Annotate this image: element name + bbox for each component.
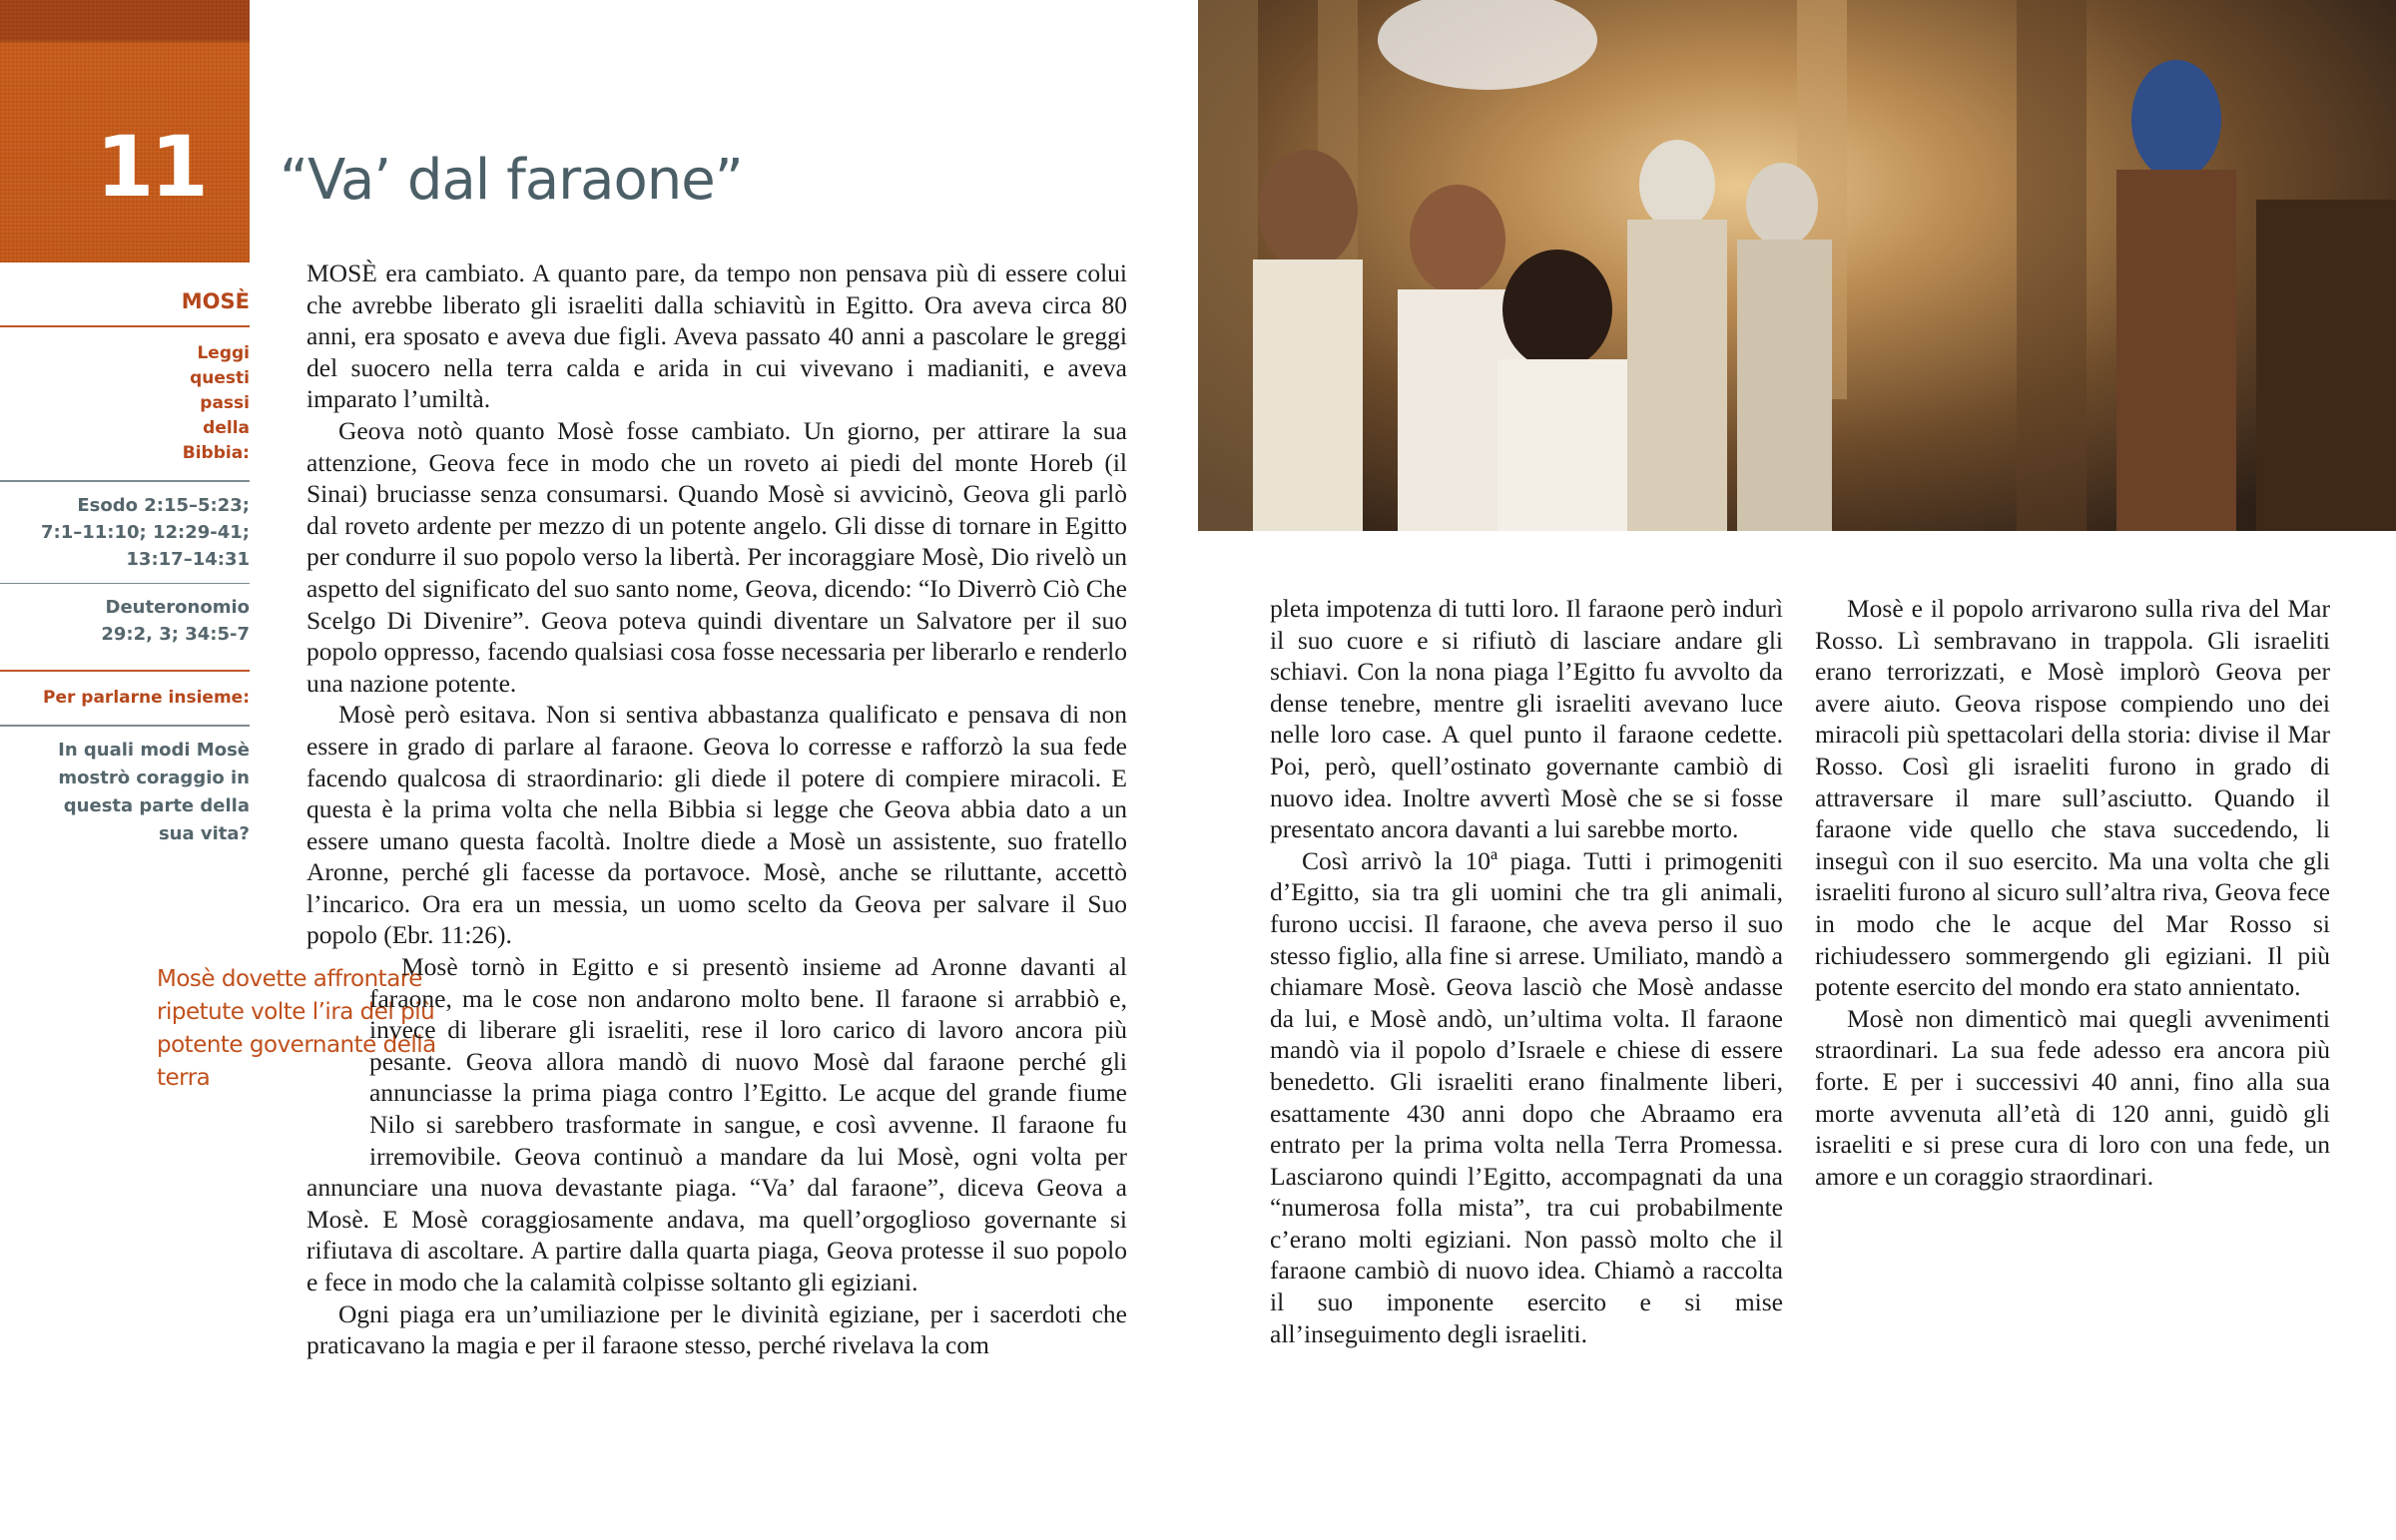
paragraph: Geova notò quanto Mosè fosse cambiato. Un giorno, per attirare la sua attenzione, Geova fece in modo che un roveto ai piedi del monte Horeb (il Sinai) bruciasse senza consumarsi. Quando Mosè si avvicinò, Geova gli parlò dal roveto ardente per mezzo di un potente angelo. Gli disse di tornare in Egitto per condurre il suo popolo verso la libertà. Per incoraggiare Mosè, Dio rivelò un aspetto del significato del suo santo nome, Geova, dicendo: “Io Diverrò Ciò Che Scelgo Di Divenire”. Geova poteva quindi diventare un Salvatore per il suo popolo oppresso, facendo qualsiasi cosa fosse necessaria per liberarlo e renderlo una nazione potente. [306, 415, 1127, 698]
paragraph: Mosè però esitava. Non si sentiva abbastanza qualificato e pensava di non essere in grado di parlare al faraone. Geova lo corresse e rafforzò la sua fede facendo qualcosa di straordinario: gli diede il potere di compiere miracoli. E questa è la prima volta che nella Bibbia si legge che Geova abbia dato a un essere umano questa facoltà. Inoltre diede a Mosè un assistente, suo fratello Aronne, perché gli facesse da portavoce. Mosè, anche se riluttante, accettò l’incarico. Ora era un messia, un uomo scelto da Geova per salvare il Suo popolo (Ebr. 11:26). [306, 700, 1127, 950]
paragraph: pleta impotenza di tutti loro. Il faraone però indurì il suo cuore e si rifiutò di lasciare andare gli schiavi. Con la nona piaga l’Egitto fu avvolto da dense tenebre, mentre gli israeliti avevano luce nelle loro case. A quel punto il faraone cedette. Poi, però, quell’ostinato governante cambiò di nuovo idea. Inoltre avvertì Mosè che se si fosse presentato ancora davanti a lui sarebbe morto. [1270, 594, 1783, 844]
paragraph: Mosè non dimenticò mai quegli avvenimenti straordinari. La sua fede adesso era ancora più forte. E per i successivi 40 anni, fino alla sua morte avvenuta all’età di 120 anni, guidò gli israeliti e si prese cura di loro con una fede, un amore e un coraggio straordinari. [1815, 1003, 2330, 1191]
chapter-number-block [0, 0, 250, 262]
reference-exodus: Esodo 2:15–5:23; 7:1–11:10; 12:29-41; 13:17–14:31 [40, 494, 250, 570]
paragraph: Mosè e il popolo arrivarono sulla riva del Mar Rosso. Lì sembravano in trappola. Gli israeliti erano terrorizzati, e Mosè implorò Geova per avere aiuto. Geova rispose compiendo uno dei miracoli più spettacolari della storia: divise il Mar Rosso. Così gli israeliti furono in grado di attraversare il mare sull’asciutto. Quando il faraone vide quello che stava succedendo, li inseguì con il suo esercito. Ma una volta che gli israeliti furono al sicuro sull’altra riva, Geova fece in modo che le acque del Mar Rosso si richiudessero sommergendo gli egiziani. Il più potente esercito del mondo era stato annientato. [1815, 594, 2330, 1002]
paragraph: Mosè tornò in Egitto e si presentò insieme ad Aronne davanti al faraone, ma le cose non andarono molto bene. Il faraone si arrabbiò e, invece di liberare gli israeliti, rese il loro carico di lavoro ancora più pesante. Geova allora mandò di nuovo Mosè dal faraone perché gli annunciasse la prima piaga contro l’Egitto. Le acque del grande fiume Nilo si sarebbero trasformate in sangue, e così avvenne. Il faraone fu irremovibile. Geova continuò a mandare da lui Mosè, ogni volta per annunciare una nuova devastante piaga. “Va’ dal faraone”, diceva Geova a Mosè. E Mosè coraggiosamente andava, ma quell’orgoglioso governante si rifiutava di ascoltare. A partire dalla quarta piaga, Geova protesse il suo popolo e fece in modo che la calamità colpisse soltanto gli egiziani. [306, 952, 1127, 1296]
illustration-moses-before-pharaoh [1198, 0, 2396, 531]
sidebar-name: MOSÈ [181, 289, 250, 313]
reference-deuteronomy: Deuteronomio 29:2, 3; 34:5-7 [101, 597, 250, 645]
paragraph: MOSÈ era cambiato. A quanto pare, da tempo non pensava più di essere colui che avrebbe liberato gli israeliti dalla schiavitù in Egitto. Ora aveva circa 80 anni, era sposato e aveva due figli. Aveva passato 40 anni a pascolare le greggi del suocero nella terra calda e arida in cui vivevano i madianiti, e aveva imparato l’umiltà. [306, 258, 1127, 414]
text-column-3 [1815, 593, 2330, 1192]
chapter-number: 11 [96, 118, 205, 216]
paragraph: Così arrivò la 10ª piaga. Tutti i primogeniti d’Egitto, sia tra gli uomini che tra gli animali, furono uccisi. Il faraone, che aveva perso il suo stesso figlio, alla fine si arrese. Umiliato, mandò a chiamare Mosè. Geova lasciò che Mosè andasse da lui, e Mosè andò, un’ultima volta. Il faraone mandò via il popolo d’Israele e chiese di essere benedetto. Gli israeliti erano finalmente liberi, esattamente 430 anni dopo che Abraamo era entrato per la prima volta nella Terra Promessa. Lasciarono quindi l’Egitto, accompagnati da una “numerosa folla mista”, tra cui probabilmente c’erano molti egiziani. Non passò molto che il faraone cambiò di nuovo idea. Chiamò a raccolta il suo imponente esercito e si mise all’inseguimento degli israeliti. [1270, 845, 1783, 1348]
pull-quote-text: Mosè dovette affrontare ripetute volte l’ira del più potente governante della terra [157, 966, 436, 1092]
sidebar [0, 287, 250, 858]
paragraph: Ogni piaga era un’umiliazione per le divinità egiziane, per i sacerdoti che praticavano la magia e per il faraone stesso, perché rivelava la com [306, 1298, 1127, 1360]
painting-icon [1198, 0, 2396, 531]
chapter-title: “Va’ dal faraone” [280, 148, 743, 213]
text-column-2 [1270, 593, 1783, 1349]
read-heading: Leggi questi passi della Bibbia: [182, 343, 250, 463]
pull-quote [157, 963, 436, 1153]
discuss-heading: Per parlarne insieme: [43, 688, 250, 708]
discussion-question: In quali modi Mosè mostrò coraggio in questa parte della sua vita? [58, 739, 250, 844]
